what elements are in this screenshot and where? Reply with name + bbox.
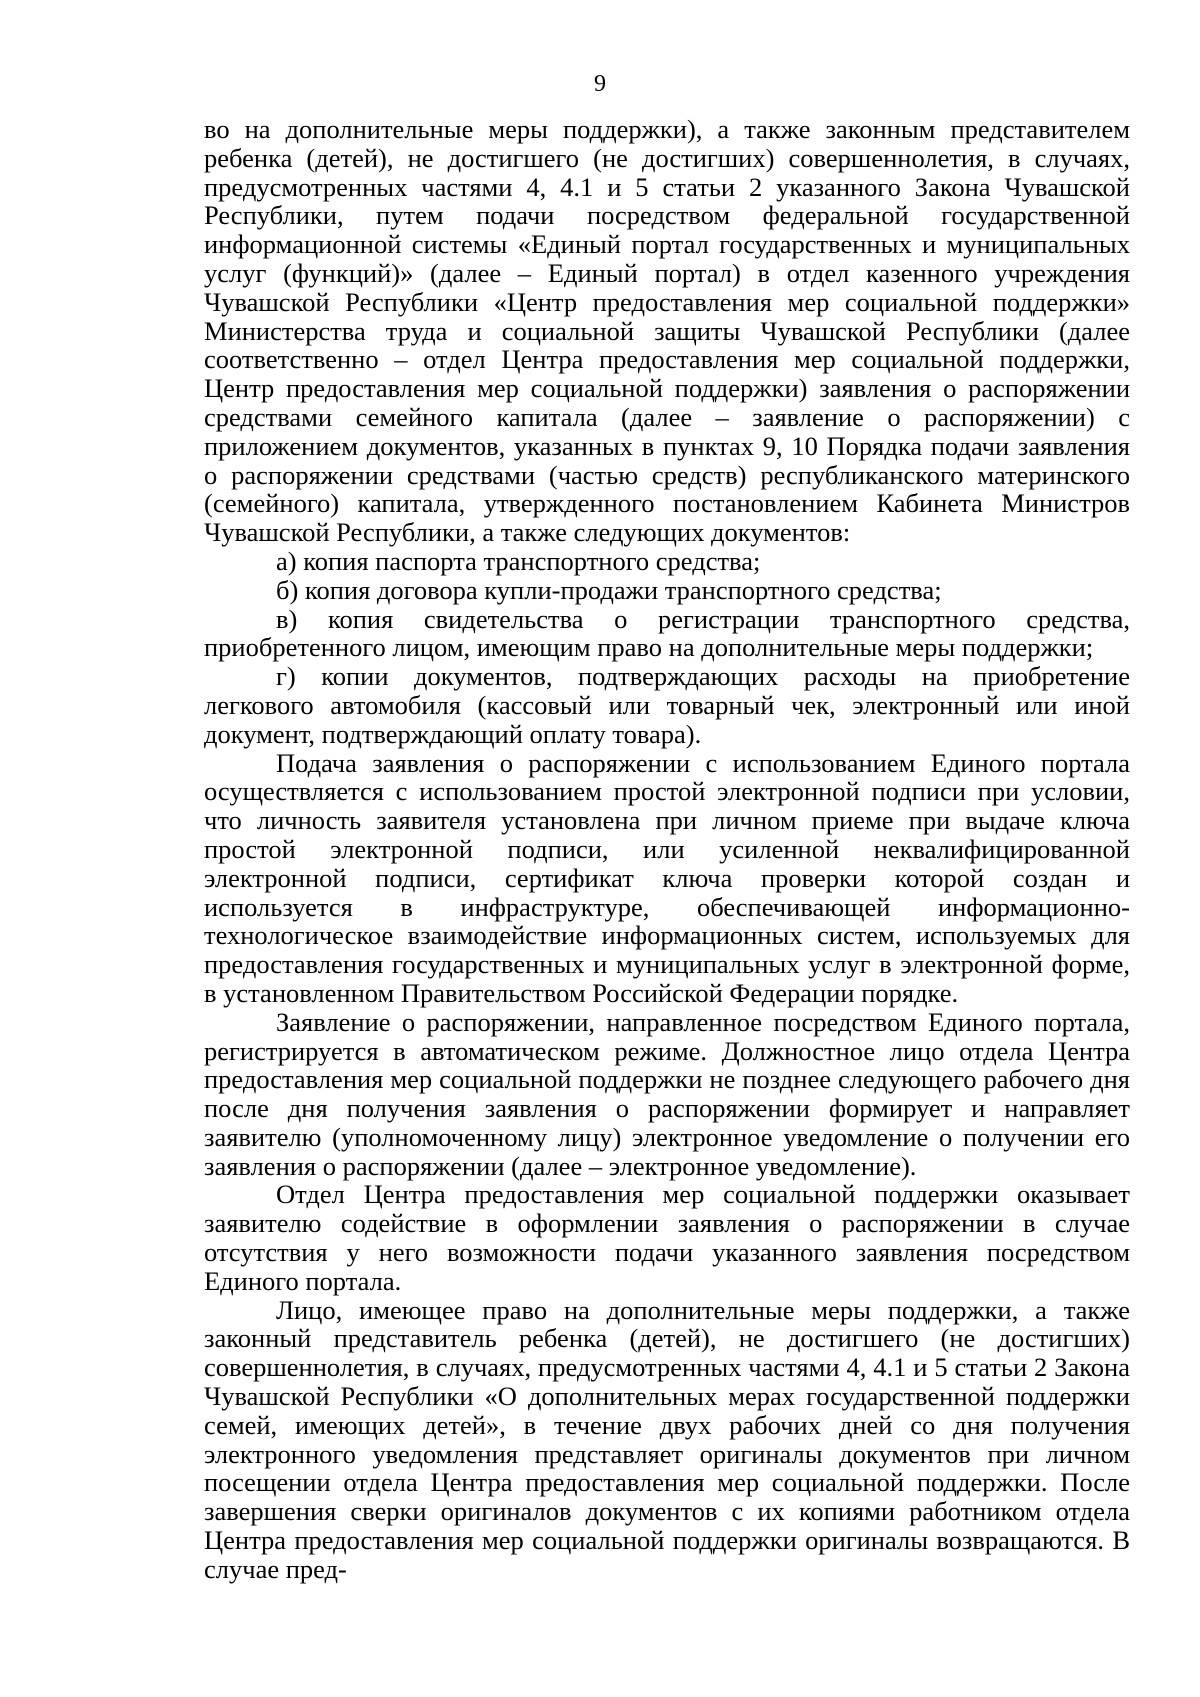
paragraph-electronic-signature: Подача заявления о распоряжении с использованием Единого портала осуществляется с использованием простой электронной подписи при условии, что личность заявителя установлена при личном приеме при выдаче ключа простой электронной подписи, или усиленной неквалифицированной электронной подписи, сертификат ключа проверки которой создан и используется в инфраструктуре, обеспечивающей информационно-технологическое взаимодействие информационных систем, используемых для предоставления государственных и муниципальных услуг в электронной форме, в установленном Правительством Российской Федерации порядке. (204, 747, 1130, 1008)
paragraph-registration: Заявление о распоряжении, направленное посредством Единого портала, регистрируется в автоматическом режиме. Должностное лицо отдела Центра предоставления мер социальной поддержки не позднее следующего рабочего дня после дня получения заявления о распоряжении формирует и направляет заявителю (уполномоченному лицу) электронное уведомление о получении его заявления о распоряжении (далее – электронное уведомление). (204, 1006, 1130, 1181)
list-item-v: в) копия свидетельства о регистрации транспортного средства, приобретенного лицом, имеющим право на дополнительные меры поддержки; (204, 603, 1130, 663)
list-item-b: б) копия договора купли-продажи транспортного средства; (276, 574, 942, 605)
paragraph-originals: Лицо, имеющее право на дополнительные меры поддержки, а также законный представитель ребенка (детей), не достигшего (не достигших) совершеннолетия, в случаях, предусмотренных частями 4, 4.1 и 5 статьи 2 Закона Чувашской Республики «О дополнительных мерах государственной поддержки семей, имеющих детей», в течение двух рабочих дней со дня получения электронного уведомления представляет оригиналы документов при личном посещении отдела Центра предоставления мер социальной поддержки. После завершения сверки оригиналов документов с их копиями работником отдела Центра предоставления мер социальной поддержки оригиналы возвращаются. В случае пред- (204, 1294, 1130, 1584)
list-item-a: а) копия паспорта транспортного средства; (276, 545, 761, 576)
list-item-g: г) копии документов, подтверждающих расходы на приобретение легкового автомобиля (кассовый или товарный чек, электронный или иной документ, подтверждающий оплату товара). (204, 661, 1130, 749)
paragraph-assistance: Отдел Центра предоставления мер социальной поддержки оказывает заявителю содействие в оформлении заявления о распоряжении в случае отсутствия у него возможности подачи указанного заявления посредством Единого портала. (204, 1179, 1130, 1296)
page-number: 9 (594, 71, 606, 97)
document-body (204, 115, 1130, 1584)
paragraph-continuation: во на дополнительные меры поддержки), а также законным представителем ребенка (детей), не достигшего (не достигших) совершеннолетия, в случаях, предусмотренных частями 4, 4.1 и 5 статьи 2 указанного Закона Чувашской Республики, путем подачи посредством федеральной государственной информационной системы «Единый портал государственных и муниципальных услуг (функций)» (далее – Единый портал) в отдел казенного учреждения Чувашской Республики «Центр предоставления мер социальной поддержки» Министерства труда и социальной защиты Чувашской Республики (далее соответственно – отдел Центра предоставления мер социальной поддержки, Центр предоставления мер социальной поддержки) заявления о распоряжении средствами семейного капитала (далее – заявление о распоряжении) с приложением документов, указанных в пунктах 9, 10 Порядка подачи заявления о распоряжении средствами (частью средств) республиканского материнского (семейного) капитала, утвержденного постановлением Кабинета Министров Чувашской Республики, а также следующих документов: (204, 114, 1130, 548)
